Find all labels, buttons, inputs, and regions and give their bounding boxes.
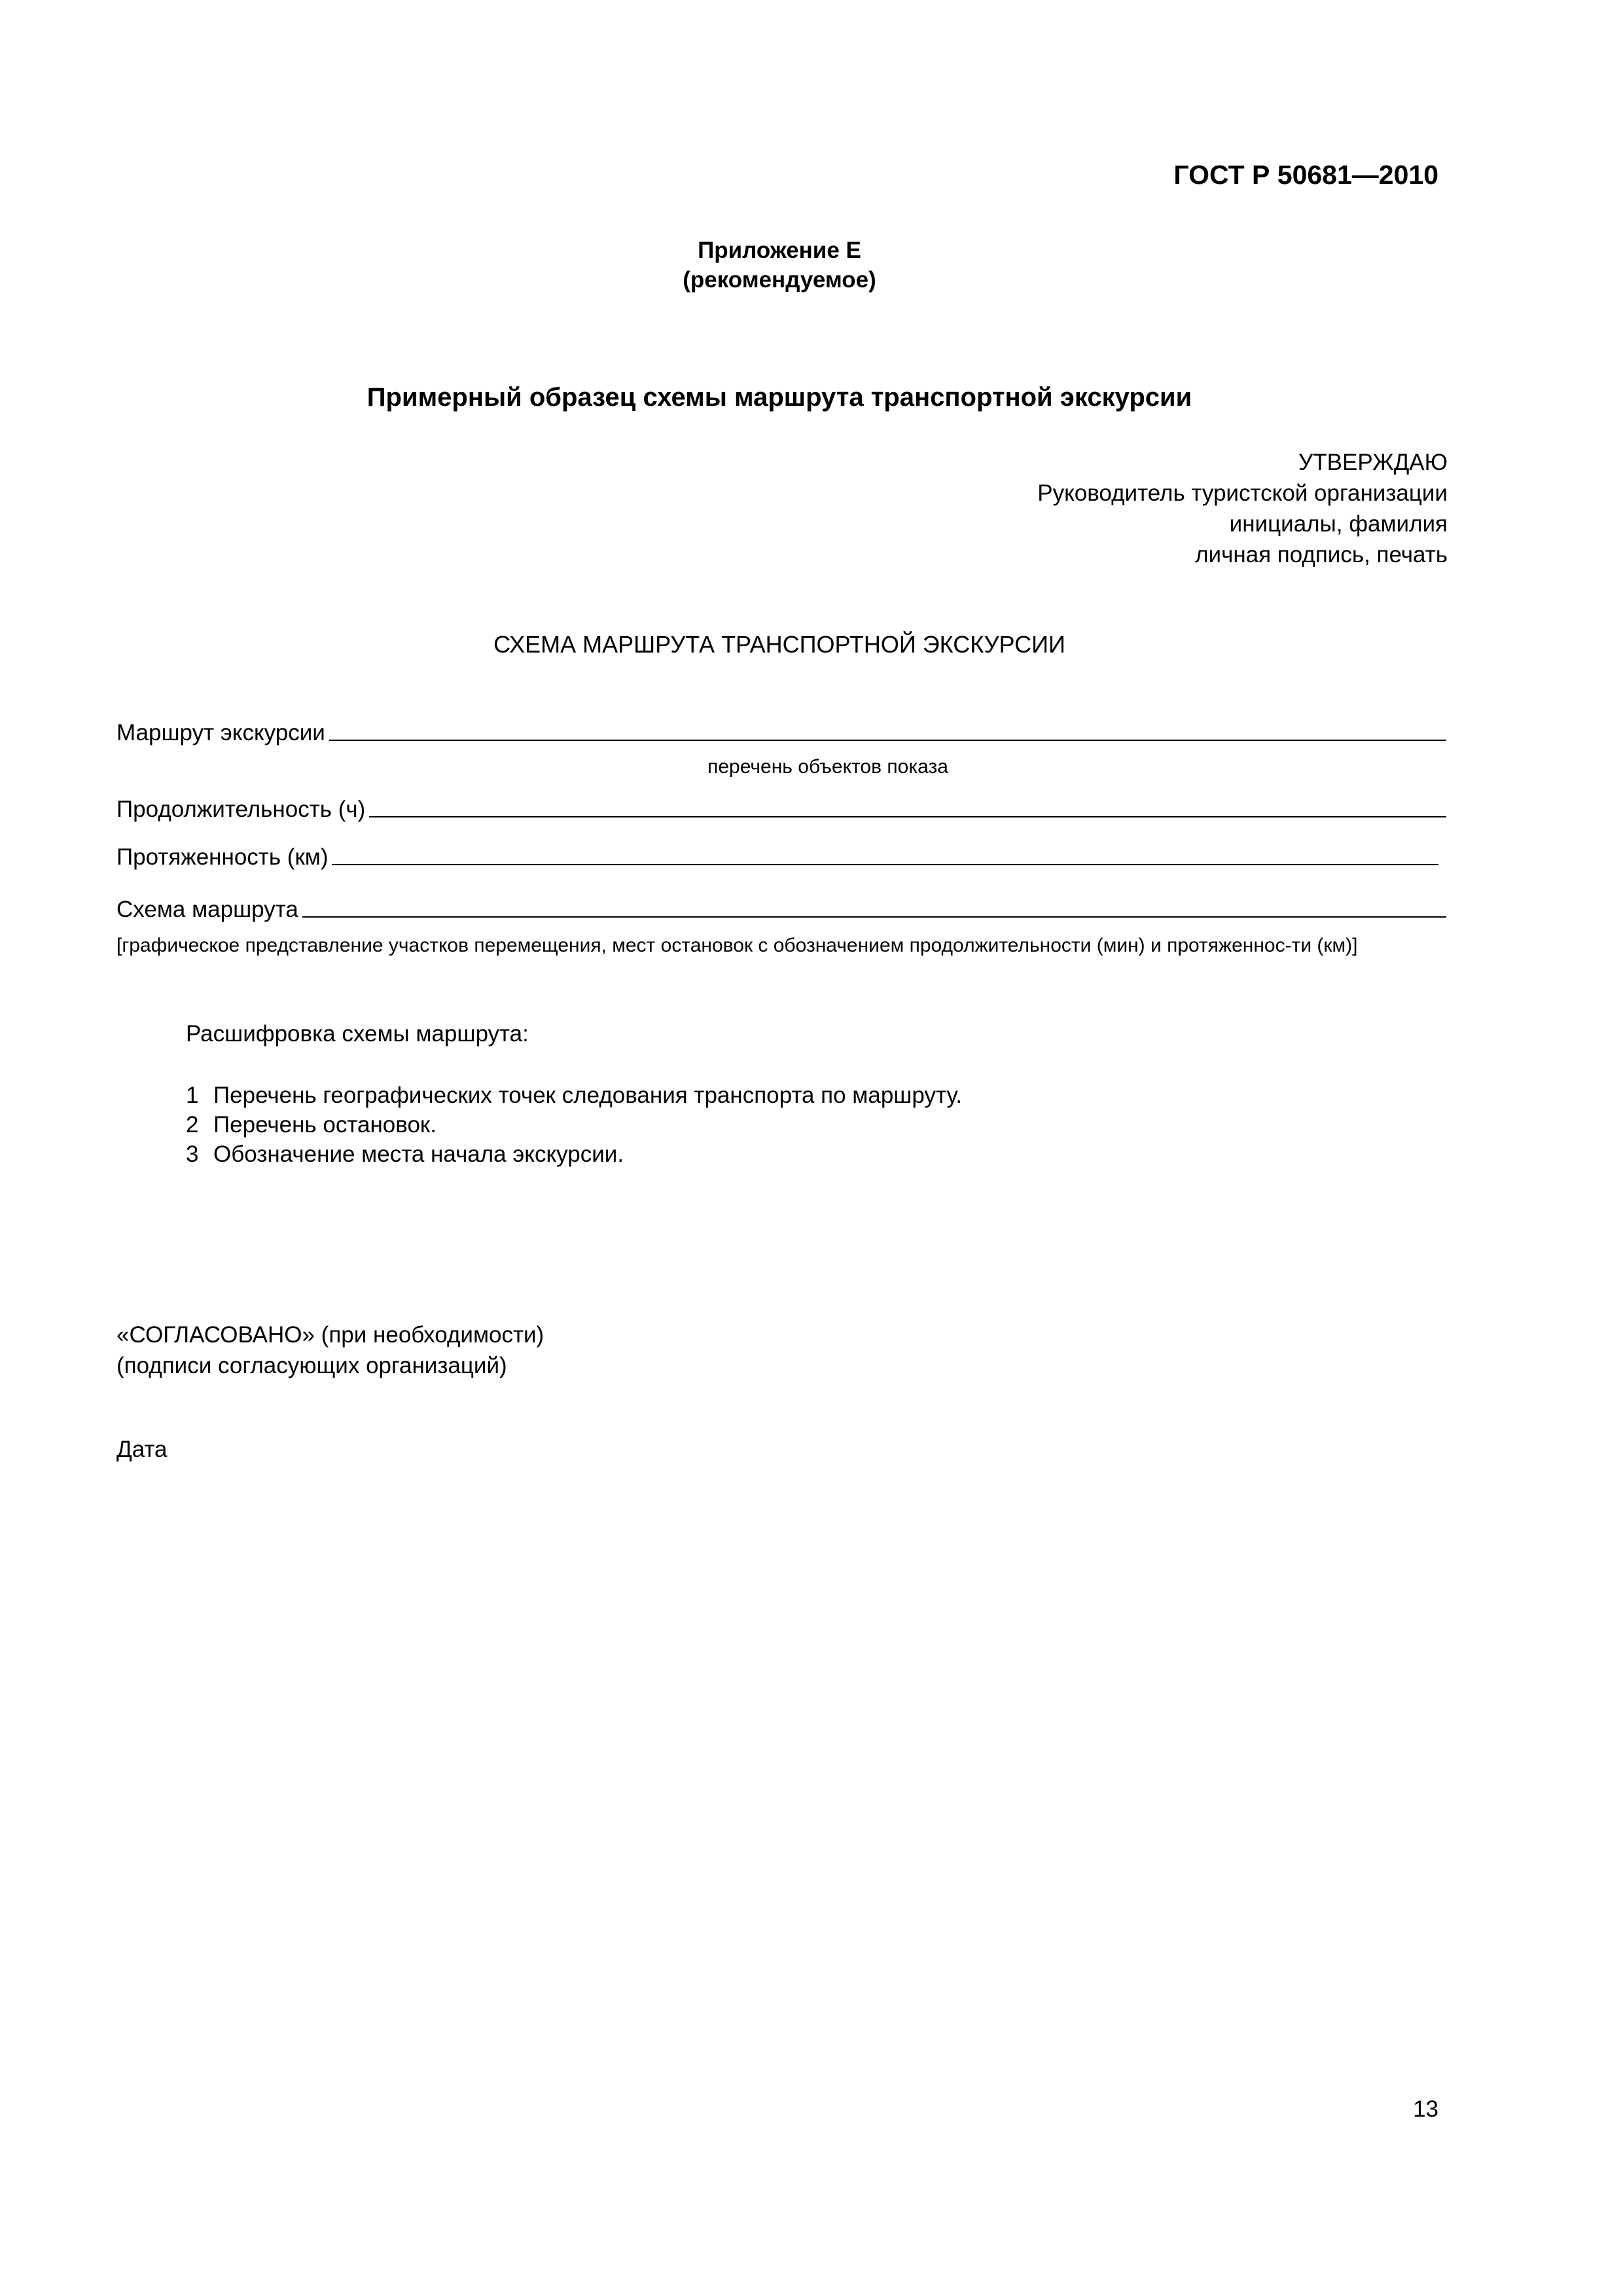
- page-number: 13: [1413, 2096, 1438, 2122]
- document-code: ГОСТ Р 50681—2010: [1173, 160, 1438, 190]
- list-item-text: Перечень остановок.: [213, 1112, 437, 1138]
- scheme-note: [графическое представление участков перемещения, мест остановок с обозначением продолжительности (мин) и протяженнос-ти (км)]: [116, 935, 1358, 956]
- duration-field: [116, 797, 1446, 823]
- agreed-line-2: (подписи согласующих организаций): [116, 1353, 507, 1378]
- approval-line-3: инициалы, фамилия: [1229, 511, 1448, 537]
- scheme-label: Схема маршрута: [116, 897, 298, 922]
- list-item-text: Обозначение места начала экскурсии.: [213, 1141, 624, 1167]
- length-blank-line: [332, 863, 1438, 865]
- duration-label: Продолжительность (ч): [116, 797, 366, 822]
- scheme-field: [116, 897, 1446, 923]
- date-label: Дата: [116, 1437, 168, 1462]
- appendix-title: Приложение Е: [698, 238, 861, 263]
- length-label: Протяженность (км): [116, 844, 329, 870]
- approval-line-1: УТВЕРЖДАЮ: [1298, 450, 1448, 475]
- list-item-number: 2: [186, 1112, 199, 1138]
- decoding-title: Расшифровка схемы маршрута:: [186, 1021, 529, 1047]
- scheme-blank-line: [302, 916, 1446, 918]
- route-field: [116, 720, 1446, 746]
- sample-title: Примерный образец схемы маршрута транспортной экскурсии: [366, 383, 1192, 412]
- appendix-note: (рекомендуемое): [683, 267, 876, 293]
- agreed-line-1: «СОГЛАСОВАНО» (при необходимости): [116, 1322, 544, 1348]
- duration-blank-line: [369, 816, 1446, 817]
- list-item-text: Перечень географических точек следования транспорта по маршруту.: [213, 1083, 963, 1108]
- route-note: перечень объектов показа: [707, 756, 948, 778]
- approval-line-2: Руководитель туристской организации: [1037, 480, 1448, 506]
- list-item-number: 3: [186, 1141, 199, 1167]
- scheme-heading: СХЕМА МАРШРУТА ТРАНСПОРТНОЙ ЭКСКУРСИИ: [493, 631, 1065, 658]
- list-item: [186, 1112, 437, 1138]
- list-item: [186, 1141, 624, 1168]
- length-field: [116, 844, 1438, 870]
- route-blank-line: [329, 739, 1446, 741]
- list-item: [186, 1083, 962, 1109]
- approval-line-4: личная подпись, печать: [1195, 542, 1448, 567]
- route-label: Маршрут экскурсии: [116, 720, 325, 745]
- list-item-number: 1: [186, 1083, 199, 1108]
